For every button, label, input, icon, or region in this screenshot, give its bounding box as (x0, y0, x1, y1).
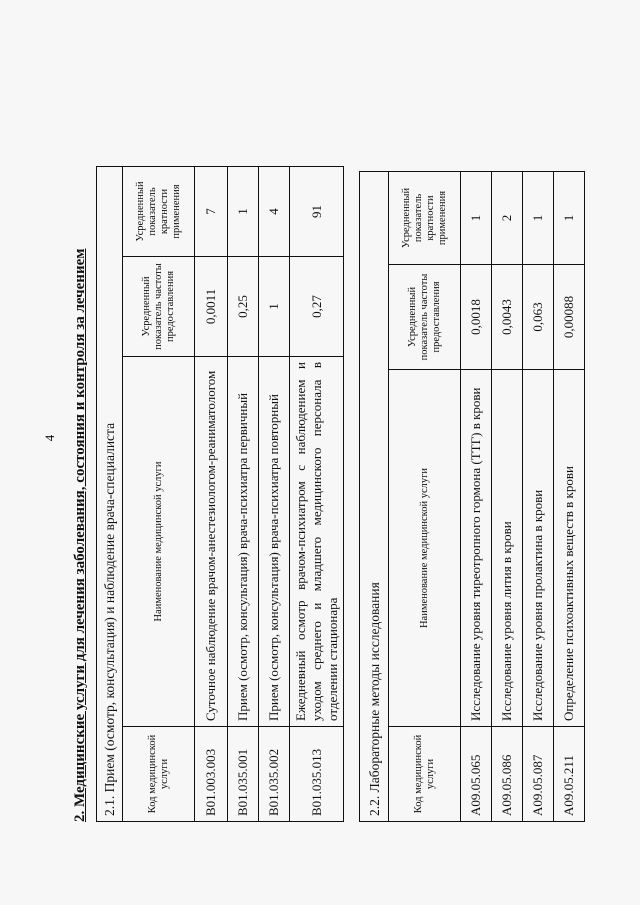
service-name: Ежедневный осмотр врачом-психиатром с наблюдением и уходом среднего и младшего медицинского персонала в отделении стационара (290, 357, 344, 727)
frequency-value: 0,063 (523, 265, 554, 370)
multiplicity-value: 2 (492, 172, 523, 265)
table-consultations (96, 166, 344, 822)
rotated-page-content (70, 27, 630, 822)
service-name: Исследование уровня тиреотропного гормона (ТТГ) в крови (461, 370, 492, 727)
column-header-multiplicity: Усредненный показатель кратности применения (123, 167, 195, 257)
section-heading: 2. Медицинские услуги для лечения заболевания, состояния и контроля за лечением (72, 248, 88, 822)
column-header-multiplicity: Усредненный показатель кратности применения (389, 172, 461, 265)
table-row (259, 167, 290, 822)
service-name: Определение психоактивных веществ в крови (554, 370, 585, 727)
service-code: A09.05.086 (492, 727, 523, 822)
table-row (228, 167, 259, 822)
multiplicity-value: 4 (259, 167, 290, 257)
service-code: B01.035.013 (290, 727, 344, 822)
service-name: Исследование уровня лития в крови (492, 370, 523, 727)
service-code: A09.05.065 (461, 727, 492, 822)
table-row (554, 172, 585, 822)
frequency-value: 0,0018 (461, 265, 492, 370)
column-header-name: Наименование медицинской услуги (389, 370, 461, 727)
multiplicity-value: 7 (195, 167, 228, 257)
column-header-name: Наименование медицинской услуги (123, 357, 195, 727)
frequency-value: 0,25 (228, 257, 259, 357)
service-code: B01.035.001 (228, 727, 259, 822)
frequency-value: 0,27 (290, 257, 344, 357)
service-code: B01.035.002 (259, 727, 290, 822)
multiplicity-value: 1 (228, 167, 259, 257)
table-row (492, 172, 523, 822)
page-number: 4 (42, 434, 57, 442)
multiplicity-value: 91 (290, 167, 344, 257)
frequency-value: 1 (259, 257, 290, 357)
column-header-frequency: Усредненный показатель частоты предоставления (123, 257, 195, 357)
service-code: A09.05.087 (523, 727, 554, 822)
multiplicity-value: 1 (461, 172, 492, 265)
multiplicity-value: 1 (554, 172, 585, 265)
table-row (523, 172, 554, 822)
frequency-value: 0,0043 (492, 265, 523, 370)
service-name: Прием (осмотр, консультация) врача-психиатра первичный (228, 357, 259, 727)
column-header-code: Код медицинской услуги (123, 727, 195, 822)
service-name: Исследование уровня пролактина в крови (523, 370, 554, 727)
table-row (195, 167, 228, 822)
frequency-value: 0,0011 (195, 257, 228, 357)
multiplicity-value: 1 (523, 172, 554, 265)
frequency-value: 0,00088 (554, 265, 585, 370)
column-header-frequency: Усредненный показатель частоты предоставления (389, 265, 461, 370)
service-name: Суточное наблюдение врачом-анестезиологом-реаниматологом (195, 357, 228, 727)
service-name: Прием (осмотр, консультация) врача-психиатра повторный (259, 357, 290, 727)
table-row (461, 172, 492, 822)
table-row (290, 167, 344, 822)
service-code: A09.05.211 (554, 727, 585, 822)
service-code: B01.003.003 (195, 727, 228, 822)
table-lab-tests (359, 171, 585, 822)
subsection-title-consultations: 2.1. Прием (осмотр, консультация) и наблюдение врача-специалиста (97, 167, 123, 822)
column-header-code: Код медицинской услуги (389, 727, 461, 822)
subsection-title-lab-tests: 2.2. Лабораторные методы исследования (360, 172, 389, 822)
